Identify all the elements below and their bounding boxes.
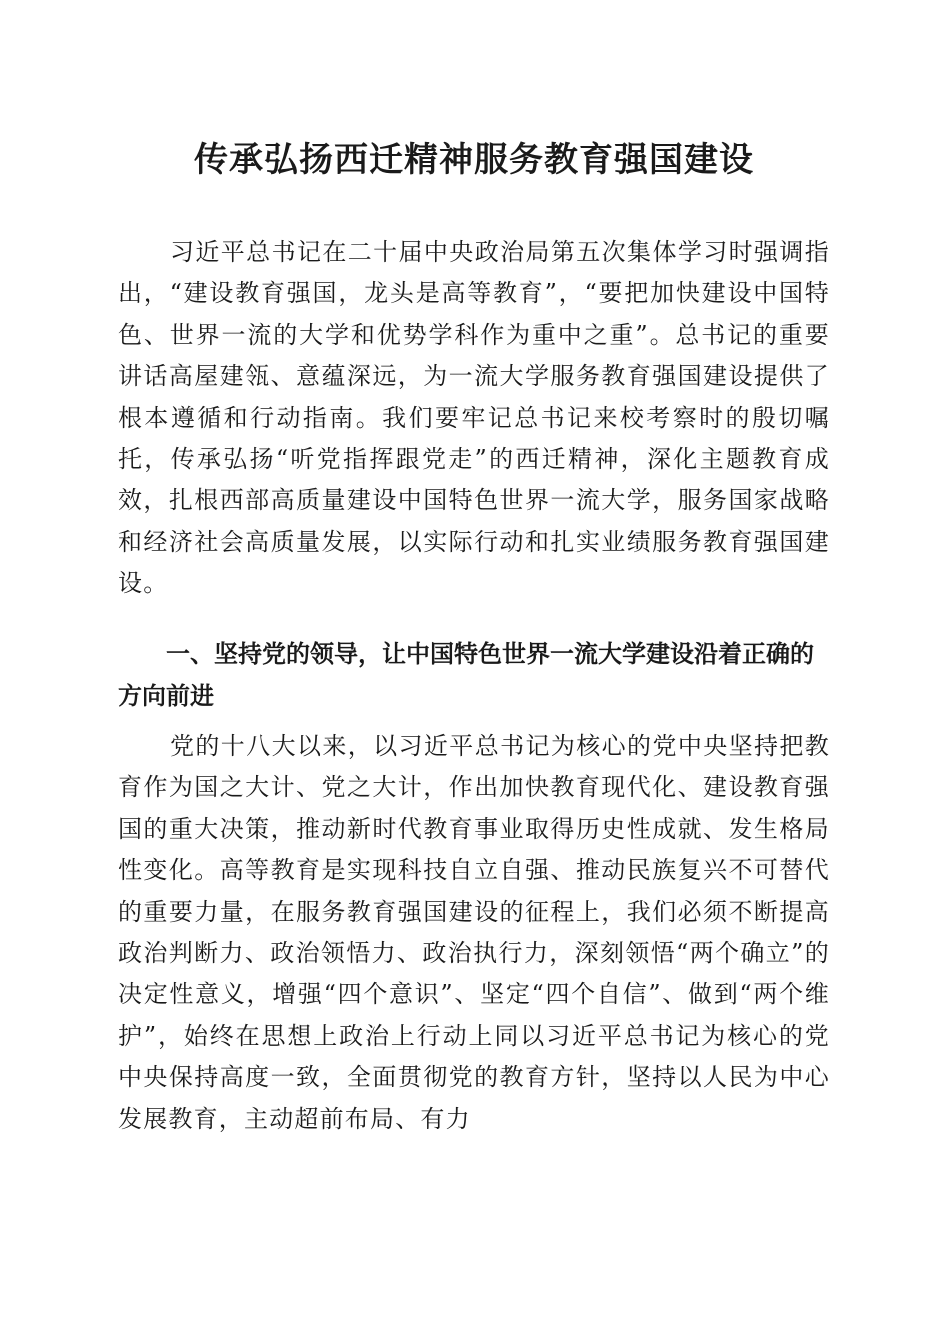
section-paragraph: 党的十八大以来，以习近平总书记为核心的党中央坚持把教育作为国之大计、党之大计，作出加快教育现代化、建设教育强国的重大决策，推动新时代教育事业取得历史性成就、发生格局性变化。高等教育是实现科技自立自强、推动民族复兴不可替代的重要力量，在服务教育强国建设的征程上，我们必须不断提高政治判断力、政治领悟力、政治执行力，深刻领悟“两个确立”的决定性意义，增强“四个意识”、坚定“四个自信”、做到“两个维护”，始终在思想上政治上行动上同以习近平总书记为核心的党中央保持高度一致，全面贯彻党的教育方针，坚持以人民为中心发展教育，主动超前布局、有力	[118, 732, 830, 1133]
section-heading: 一、坚持党的领导，让中国特色世界一流大学建设沿着正确的方向前进	[118, 640, 814, 710]
document-title: 传承弘扬西迁精神服务教育强国建设	[194, 140, 754, 180]
intro-paragraph: 习近平总书记在二十届中央政治局第五次集体学习时强调指出，“建设教育强国，龙头是高等教育”，“要把加快建设中国特色、世界一流的大学和优势学科作为重中之重”。总书记的重要讲话高屋建瓴、意蕴深远，为一流大学服务教育强国建设提供了根本遵循和行动指南。我们要牢记总书记来校考察时的殷切嘱托，传承弘扬“听党指挥跟党走”的西迁精神，深化主题教育成效，扎根西部高质量建设中国特色世界一流大学，服务国家战略和经济社会高质量发展，以实际行动和扎实业绩服务教育强国建设。	[118, 238, 830, 598]
